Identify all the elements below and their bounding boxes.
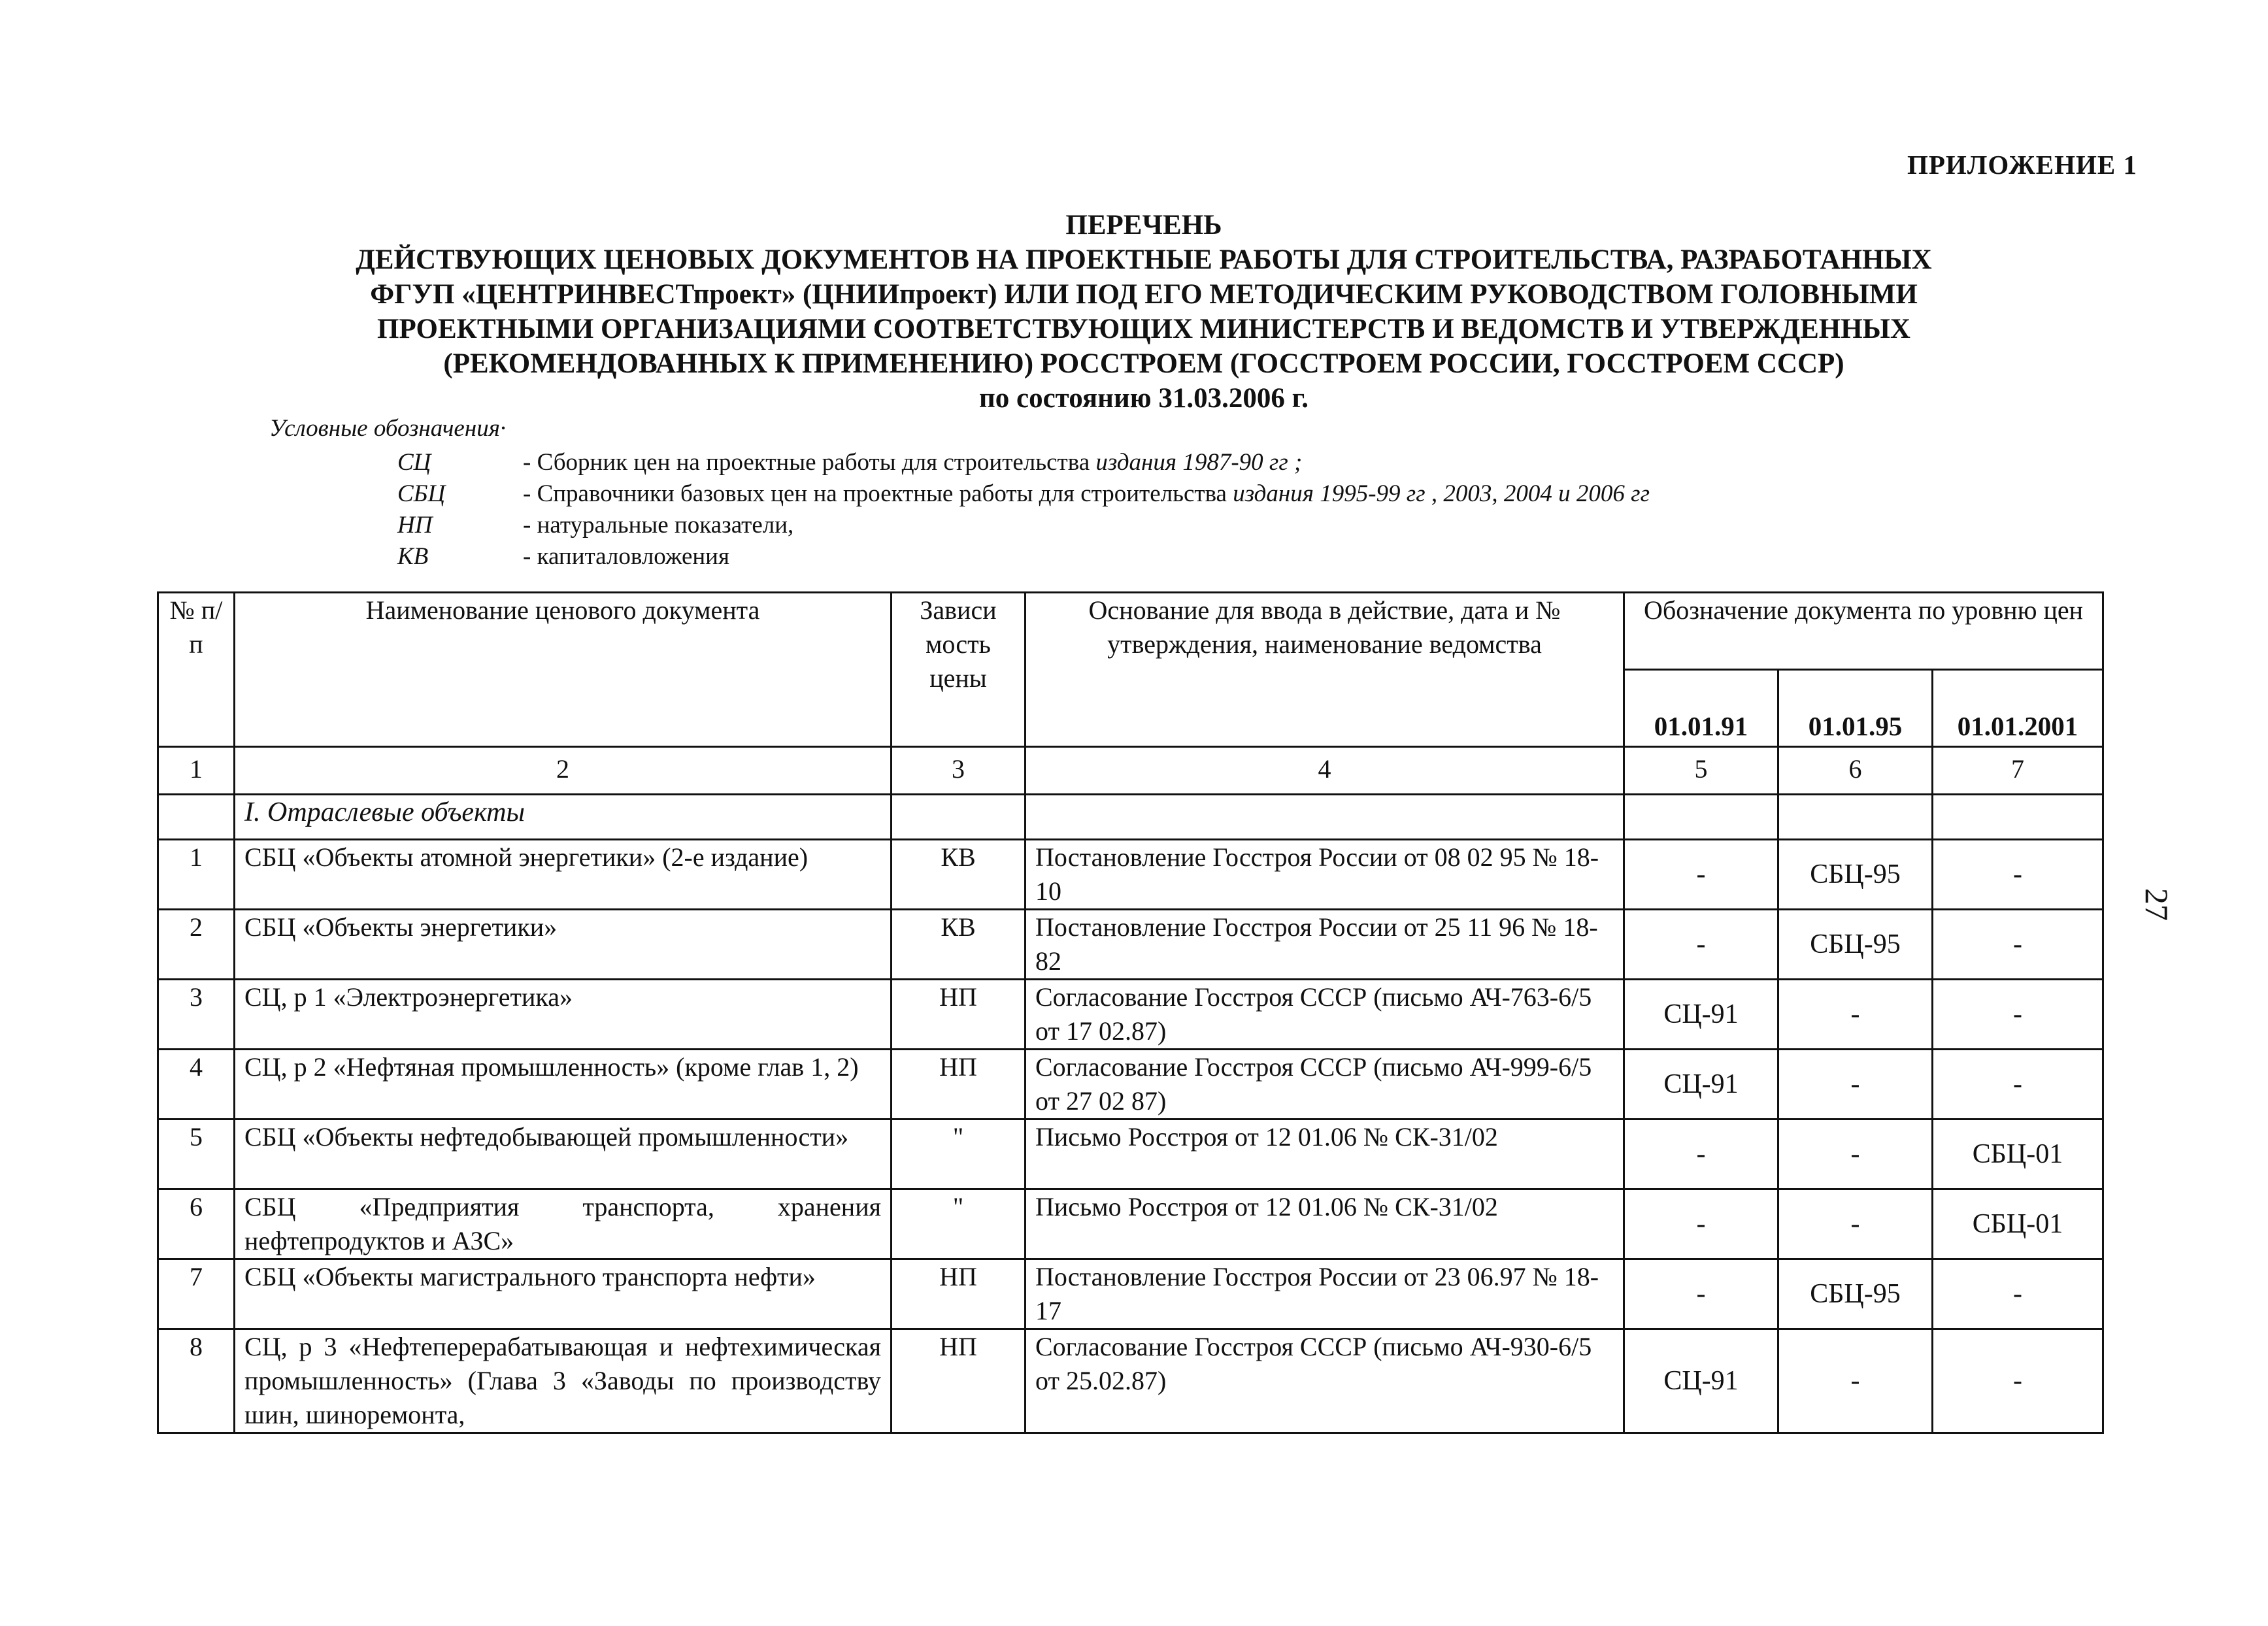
row-num: 6: [158, 1189, 235, 1259]
row-level-91: -: [1624, 1120, 1778, 1189]
title-line: ПРОЕКТНЫМИ ОРГАНИЗАЦИЯМИ СООТВЕТСТВУЮЩИХ МИНИСТЕРСТВ И ВЕДОМСТВ И УТВЕРЖДЕННЫХ: [377, 314, 1910, 344]
row-level-95: -: [1778, 980, 1933, 1050]
row-basis: Письмо Росстроя от 12 01.06 № СК-31/02: [1026, 1120, 1624, 1189]
header-designation: Обозначение документа по уровню цен: [1624, 593, 2103, 670]
row-name: СБЦ «Объекты энергетики»: [235, 910, 892, 980]
section-title: I. Отраслевые объекты: [235, 795, 892, 840]
header-level-95: 01.01.95: [1778, 670, 1933, 747]
row-dependency: КВ: [892, 910, 1026, 980]
legend-heading: Условные обозначения·: [269, 415, 507, 442]
title-date-line: по состоянию 31.03.2006 г.: [978, 383, 1309, 414]
column-number: 1: [158, 747, 235, 795]
page-number: 27: [2139, 888, 2175, 921]
row-num: 1: [158, 840, 235, 910]
row-level-2001: -: [1933, 1050, 2103, 1120]
row-level-95: -: [1778, 1050, 1933, 1120]
column-number: 6: [1778, 747, 1933, 795]
price-documents-table: [157, 591, 2104, 1434]
row-basis: Согласование Госстроя СССР (письмо АЧ-930-6/5 от 25.02.87): [1026, 1329, 1624, 1433]
row-dependency: НП: [892, 1259, 1026, 1329]
row-basis: Письмо Росстроя от 12 01.06 № СК-31/02: [1026, 1189, 1624, 1259]
row-num: 4: [158, 1050, 235, 1120]
title-line: ФГУП «ЦЕНТРИНВЕСТпроект» (ЦНИИпроект) ИЛИ ПОД ЕГО МЕТОДИЧЕСКИМ РУКОВОДСТВОМ ГОЛОВНЫМИ: [370, 279, 1918, 310]
row-num: 5: [158, 1120, 235, 1189]
row-level-95: СБЦ-95: [1778, 910, 1933, 980]
row-name: СЦ, р 3 «Нефтеперерабатывающая и нефтехимическая промышленность» (Глава 3 «Заводы по производству шин, шиноремонта,: [235, 1329, 892, 1433]
legend-desc: - Сборник цен на проектные работы для строительства: [523, 449, 1096, 476]
row-level-2001: -: [1933, 840, 2103, 910]
row-dependency: ": [892, 1189, 1026, 1259]
column-number: 5: [1624, 747, 1778, 795]
table-row: [158, 910, 2103, 980]
title-line: ПЕРЕЧЕНЬ: [1065, 210, 1222, 241]
row-level-91: СЦ-91: [1624, 1329, 1778, 1433]
row-level-91: -: [1624, 840, 1778, 910]
column-number: 4: [1026, 747, 1624, 795]
row-level-95: СБЦ-95: [1778, 840, 1933, 910]
appendix-label: ПРИЛОЖЕНИЕ 1: [1907, 150, 2137, 180]
column-number: 7: [1933, 747, 2103, 795]
header-name: Наименование ценового документа: [235, 593, 892, 747]
table-row: [158, 980, 2103, 1050]
row-level-95: СБЦ-95: [1778, 1259, 1933, 1329]
table-row: [158, 1120, 2103, 1189]
legend-item: [269, 510, 1650, 541]
legend-desc: - капиталовложения: [523, 543, 729, 570]
table-row: [158, 1050, 2103, 1120]
row-name: СЦ, р 1 «Электроэнергетика»: [235, 980, 892, 1050]
row-num: 3: [158, 980, 235, 1050]
row-name: СБЦ «Объекты атомной энергетики» (2-е издание): [235, 840, 892, 910]
row-name: СБЦ «Предприятия транспорта, хранения нефтепродуктов и АЗС»: [235, 1189, 892, 1259]
legend-desc: - Справочники базовых цен на проектные работы для строительства: [523, 480, 1233, 507]
table-row: [158, 1259, 2103, 1329]
row-level-91: -: [1624, 1189, 1778, 1259]
row-basis: Согласование Госстроя СССР (письмо АЧ-763-6/5 от 17 02.87): [1026, 980, 1624, 1050]
legend-desc-italic: издания 1987-90 гг ;: [1095, 449, 1303, 476]
row-level-91: СЦ-91: [1624, 980, 1778, 1050]
column-number: 2: [235, 747, 892, 795]
row-level-95: -: [1778, 1120, 1933, 1189]
legend-desc-italic: издания 1995-99 гг , 2003, 2004 и 2006 гг: [1233, 480, 1650, 507]
legend-abbr: СБЦ: [397, 480, 446, 507]
row-dependency: КВ: [892, 840, 1026, 910]
row-name: СЦ, р 2 «Нефтяная промышленность» (кроме глав 1, 2): [235, 1050, 892, 1120]
section-row: [158, 795, 2103, 840]
row-basis: Постановление Госстроя России от 08 02 95 № 18-10: [1026, 840, 1624, 910]
row-level-91: -: [1624, 1259, 1778, 1329]
legend-desc: - натуральные показатели,: [523, 512, 794, 539]
document-title: [261, 208, 2026, 416]
legend-abbr: СЦ: [397, 449, 431, 476]
row-level-2001: СБЦ-01: [1933, 1189, 2103, 1259]
header-basis: Основание для ввода в действие, дата и № утверждения, наименование ведомства: [1026, 593, 1624, 747]
row-basis: Постановление Госстроя России от 25 11 96 № 18-82: [1026, 910, 1624, 980]
header-level-2001: 01.01.2001: [1933, 670, 2103, 747]
row-num: 8: [158, 1329, 235, 1433]
row-name: СБЦ «Объекты магистрального транспорта нефти»: [235, 1259, 892, 1329]
legend-abbr: НП: [397, 512, 433, 539]
header-level-91: 01.01.91: [1624, 670, 1778, 747]
legend-item: [269, 541, 1650, 572]
row-level-2001: СБЦ-01: [1933, 1120, 2103, 1189]
title-line: ДЕЙСТВУЮЩИХ ЦЕНОВЫХ ДОКУМЕНТОВ НА ПРОЕКТНЫЕ РАБОТЫ ДЛЯ СТРОИТЕЛЬСТВА, РАЗРАБОТАННЫХ: [356, 244, 1932, 275]
row-level-2001: -: [1933, 1259, 2103, 1329]
row-level-2001: -: [1933, 1329, 2103, 1433]
row-level-2001: -: [1933, 910, 2103, 980]
header-dependency: Зависи мость цены: [892, 593, 1026, 747]
title-line: (РЕКОМЕНДОВАННЫХ К ПРИМЕНЕНИЮ) РОССТРОЕМ (ГОССТРОЕМ РОССИИ, ГОССТРОЕМ СССР): [443, 348, 1844, 379]
row-dependency: НП: [892, 980, 1026, 1050]
table-row: [158, 1329, 2103, 1433]
column-number-row: [158, 747, 2103, 795]
legend-abbr: КВ: [397, 543, 429, 570]
legend: [269, 413, 1650, 572]
row-dependency: НП: [892, 1050, 1026, 1120]
row-basis: Постановление Госстроя России от 23 06.97 № 18-17: [1026, 1259, 1624, 1329]
row-level-91: -: [1624, 910, 1778, 980]
row-level-95: -: [1778, 1189, 1933, 1259]
header-num: № п/п: [158, 593, 235, 747]
row-dependency: НП: [892, 1329, 1026, 1433]
row-level-2001: -: [1933, 980, 2103, 1050]
table-row: [158, 1189, 2103, 1259]
row-level-91: СЦ-91: [1624, 1050, 1778, 1120]
legend-item: [269, 478, 1650, 510]
row-num: 2: [158, 910, 235, 980]
column-number: 3: [892, 747, 1026, 795]
row-level-95: -: [1778, 1329, 1933, 1433]
row-name: СБЦ «Объекты нефтедобывающей промышленности»: [235, 1120, 892, 1189]
legend-item: [269, 447, 1650, 478]
row-dependency: ": [892, 1120, 1026, 1189]
row-basis: Согласование Госстроя СССР (письмо АЧ-999-6/5 от 27 02 87): [1026, 1050, 1624, 1120]
table-row: [158, 840, 2103, 910]
row-num: 7: [158, 1259, 235, 1329]
